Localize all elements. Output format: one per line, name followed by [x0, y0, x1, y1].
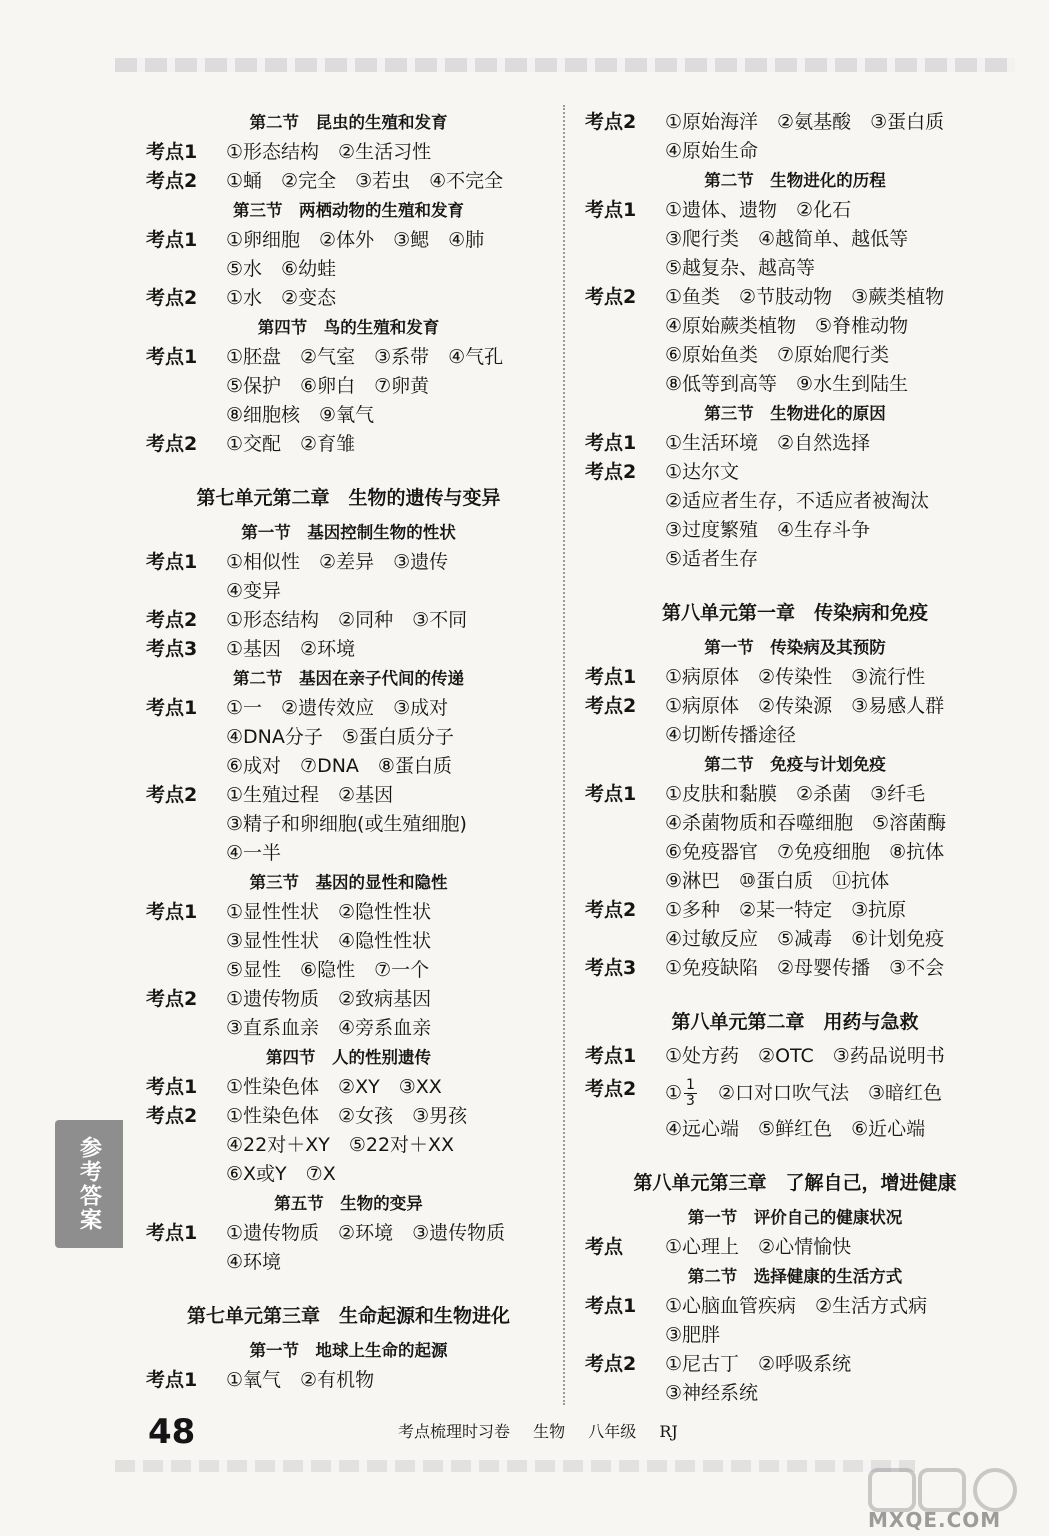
top-decorative-border: [115, 58, 1015, 72]
answer-line: ①尼古丁 ②呼吸系统: [665, 1353, 852, 1375]
answer-label: 考点2: [585, 1078, 637, 1100]
answer-line: ①氧气 ②有机物: [226, 1369, 375, 1391]
section-heading: 第四节 鸟的生殖和发育: [257, 318, 440, 337]
answer-lines: [226, 138, 551, 167]
answer-lines: [665, 663, 1005, 692]
answer-lines: [665, 1292, 1005, 1350]
answer-line: ①显性性状 ②隐性性状: [226, 901, 432, 923]
answer-label: 考点1: [146, 1222, 198, 1244]
answer-lines: [665, 1042, 1005, 1071]
answer-item: [585, 692, 1005, 750]
section-heading: 第一节 评价自己的健康状况: [687, 1208, 903, 1227]
answer-lines: [665, 196, 1005, 283]
answer-line: ⑤保护 ⑥卵白 ⑦卵黄: [226, 375, 430, 397]
spacer: [585, 574, 1005, 588]
answer-label: 考点1: [585, 432, 637, 454]
answer-lines: [226, 430, 551, 459]
answer-line: ①多种 ②某一特定 ③抗原: [665, 899, 907, 921]
answer-item: [146, 343, 551, 430]
answer-line: ①免疫缺陷 ②母婴传播 ③不会: [665, 957, 945, 979]
answer-line: ①生活环境 ②自然选择: [665, 432, 871, 454]
answer-line: ④过敏反应 ⑤减毒 ⑥计划免疫: [665, 928, 945, 950]
right-column: [585, 108, 1005, 1408]
answer-line: ①水 ②变态: [226, 287, 337, 309]
answer-lines: [226, 1219, 551, 1277]
answer-line: ③显性性状 ④隐性性状: [226, 930, 432, 952]
answer-line: ④原始生命: [665, 140, 759, 162]
section-heading: 第三节 基因的显性和隐性: [249, 873, 448, 892]
answer-line: ①蛹 ②完全 ③若虫 ④不完全: [226, 170, 504, 192]
answer-lines: [226, 694, 551, 781]
answer-item: [585, 954, 1005, 983]
answer-label: 考点2: [146, 287, 198, 309]
answer-line: ④DNA分子 ⑤蛋白质分子: [226, 726, 454, 748]
answer-line: ④变异: [226, 580, 282, 602]
answer-item: [146, 430, 551, 459]
answer-line: ④环境: [226, 1251, 282, 1273]
answer-item: [146, 1102, 551, 1189]
answer-lines: [665, 954, 1005, 983]
answer-lines: [226, 1073, 551, 1102]
answer-line: ①鱼类 ②节肢动物 ③蕨类植物: [665, 286, 945, 308]
answer-line: ①原始海洋 ②氨基酸 ③蛋白质: [665, 111, 945, 133]
answer-item: [585, 283, 1005, 399]
answer-label: 考点2: [585, 695, 637, 717]
answer-lines: [665, 896, 1005, 954]
unit-heading: 第八单元第一章 传染病和免疫: [661, 602, 928, 624]
section-heading: 第五节 生物的变异: [274, 1194, 423, 1213]
section-heading: 第四节 人的性别遗传: [266, 1048, 431, 1067]
footer-book-title: 考点梳理时习卷: [398, 1422, 511, 1441]
answer-label: 考点1: [585, 1045, 637, 1067]
answer-line: ③直系血亲 ④旁系血亲: [226, 1017, 432, 1039]
section-heading: 第二节 生物进化的历程: [704, 171, 886, 190]
spacer: [585, 1144, 1005, 1158]
footer-edition: RJ: [659, 1422, 678, 1441]
answer-lines: [665, 1350, 1005, 1408]
answer-line: ①遗传物质 ②环境 ③遗传物质: [226, 1222, 506, 1244]
answer-label: 考点2: [146, 609, 198, 631]
answer-lines: [665, 458, 1005, 574]
answer-line: ①病原体 ②传染性 ③流行性: [665, 666, 926, 688]
answer-label: 考点1: [585, 199, 637, 221]
answer-item: [146, 226, 551, 284]
answer-label: 考点3: [585, 957, 637, 979]
answer-item: [146, 138, 551, 167]
answer-item: [585, 1292, 1005, 1350]
answer-item: [585, 1042, 1005, 1071]
answer-line: ⑤越复杂、越高等: [665, 257, 816, 279]
answer-item: [585, 108, 1005, 166]
answer-lines: [226, 985, 551, 1043]
spacer: [146, 459, 551, 473]
section-heading: 第一节 基因控制生物的性状: [241, 523, 456, 542]
answer-label: 考点2: [146, 1105, 198, 1127]
answer-lines: [226, 635, 551, 664]
fraction-denominator: 3: [686, 1093, 695, 1109]
answer-lines: [226, 606, 551, 635]
answer-item: [146, 781, 551, 868]
answer-item: [146, 898, 551, 985]
answer-line: ①一 ②遗传效应 ③成对: [226, 697, 449, 719]
answer-item: [146, 167, 551, 196]
answer-lines: [226, 343, 551, 430]
unit-heading: 第八单元第二章 用药与急救: [671, 1011, 919, 1033]
side-tab-label: 参考答案: [76, 1136, 102, 1232]
answer-line: ④原始蕨类植物 ⑤脊椎动物: [665, 315, 909, 337]
answer-item: [585, 429, 1005, 458]
answer-item: [585, 663, 1005, 692]
section-heading: 第三节 两栖动物的生殖和发育: [233, 201, 464, 220]
answer-lines: [665, 1233, 1005, 1262]
answer-lines: [226, 167, 551, 196]
section-heading: 第三节 生物进化的原因: [704, 404, 886, 423]
answer-line: ①生殖过程 ②基因: [226, 784, 394, 806]
answer-lines: [226, 226, 551, 284]
answer-item: [146, 694, 551, 781]
answer-label: 考点2: [585, 286, 637, 308]
answer-label: 考点2: [585, 111, 637, 133]
answer-item: [585, 1075, 1005, 1144]
answer-item: [585, 896, 1005, 954]
answer-line: ④远心端 ⑤鲜红色 ⑥近心端: [665, 1118, 926, 1140]
answer-line: ④一半: [226, 842, 282, 864]
answer-item: [585, 196, 1005, 283]
answer-lines: [665, 429, 1005, 458]
answer-line: ⑤水 ⑥幼蛙: [226, 258, 337, 280]
answer-line: ①形态结构 ②同种 ③不同: [226, 609, 468, 631]
answer-line: ①病原体 ②传染源 ③易感人群: [665, 695, 945, 717]
answer-label: 考点1: [585, 1295, 637, 1317]
answer-lines: [665, 692, 1005, 750]
answer-label: 考点1: [146, 229, 198, 251]
answer-lines: [226, 781, 551, 868]
answer-label: 考点2: [585, 461, 637, 483]
answer-line: [665, 1075, 1005, 1111]
answer-label: 考点1: [146, 1076, 198, 1098]
answer-line: ①相似性 ②差异 ③遗传: [226, 551, 449, 573]
answer-suffix: ②口对口吹气法 ③暗红色: [698, 1082, 943, 1104]
answer-line: ①交配 ②育雏: [226, 433, 356, 455]
section-heading: 第二节 昆虫的生殖和发育: [249, 113, 448, 132]
watermark-text: MXQE.COM: [868, 1508, 1002, 1532]
answer-line: ①性染色体 ②女孩 ③男孩: [226, 1105, 468, 1127]
answer-line: ②适应者生存，不适应者被淘汰: [665, 490, 930, 512]
answer-line: ⑥免疫器官 ⑦免疫细胞 ⑧抗体: [665, 841, 945, 863]
answer-line: ③肥胖: [665, 1324, 721, 1346]
answer-line: ①皮肤和黏膜 ②杀菌 ③纤毛: [665, 783, 926, 805]
answer-item: [146, 284, 551, 313]
section-heading: 第一节 传染病及其预防: [704, 638, 886, 657]
answer-line: ⑨淋巴 ⑩蛋白质 ⑪抗体: [665, 870, 890, 892]
answer-line: ⑥原始鱼类 ⑦原始爬行类: [665, 344, 890, 366]
section-heading: 第一节 地球上生命的起源: [249, 1341, 448, 1360]
section-heading: 第二节 选择健康的生活方式: [687, 1267, 903, 1286]
answer-line: ③爬行类 ④越简单、越低等: [665, 228, 909, 250]
answer-lines: [665, 108, 1005, 166]
answer-item: [146, 1073, 551, 1102]
answer-lines: [226, 1102, 551, 1189]
answer-line: ⑥X或Y ⑦X: [226, 1163, 336, 1185]
fraction: [684, 1078, 697, 1109]
answer-line: ①处方药 ②OTC ③药品说明书: [665, 1045, 945, 1067]
answer-line: ③过度繁殖 ④生存斗争: [665, 519, 871, 541]
answer-label: 考点1: [146, 1369, 198, 1391]
bottom-decorative-border: [115, 1460, 915, 1472]
answer-lines: [226, 898, 551, 985]
answer-lines: [665, 1075, 1005, 1144]
answer-label: 考点2: [146, 170, 198, 192]
answer-line: ①胚盘 ②气室 ③系带 ④气孔: [226, 346, 504, 368]
answer-lines: [226, 284, 551, 313]
answer-lines: [226, 548, 551, 606]
answer-item: [585, 780, 1005, 896]
unit-heading: 第七单元第二章 生物的遗传与变异: [196, 487, 501, 509]
unit-heading: 第七单元第三章 生命起源和生物进化: [186, 1305, 510, 1327]
answer-label: 考点: [585, 1236, 624, 1258]
answer-line: ①心脑血管疾病 ②生活方式病: [665, 1295, 928, 1317]
answer-item: [585, 458, 1005, 574]
answer-item: [585, 1233, 1005, 1262]
answer-label: 考点1: [146, 346, 198, 368]
answer-line: ①心理上 ②心情愉快: [665, 1236, 852, 1258]
answer-item: [146, 606, 551, 635]
answer-label: 考点2: [585, 899, 637, 921]
answer-line: ①基因 ②环境: [226, 638, 356, 660]
answer-line: ⑧低等到高等 ⑨水生到陆生: [665, 373, 909, 395]
answer-item: [146, 548, 551, 606]
answer-label: 考点2: [146, 784, 198, 806]
answer-line: ⑤显性 ⑥隐性 ⑦一个: [226, 959, 430, 981]
fraction-numerator: 1: [686, 1077, 695, 1093]
answer-label: 考点2: [585, 1353, 637, 1375]
answer-line: ①遗体、遗物 ②化石: [665, 199, 852, 221]
section-heading: 第二节 基因在亲子代间的传递: [233, 669, 464, 688]
answer-label: 考点3: [146, 638, 198, 660]
answer-label: 考点2: [146, 988, 198, 1010]
footer-subject: 生物: [533, 1422, 566, 1441]
answer-line: ③精子和卵细胞(或生殖细胞): [226, 813, 467, 835]
left-column: [146, 108, 551, 1395]
answer-label: 考点1: [146, 697, 198, 719]
answer-label: 考点1: [146, 551, 198, 573]
answer-label: 考点1: [146, 901, 198, 923]
answer-item: [585, 1350, 1005, 1408]
answer-line: ①遗传物质 ②致病基因: [226, 988, 432, 1010]
answer-item: [146, 635, 551, 664]
answer-line: ⑥成对 ⑦DNA ⑧蛋白质: [226, 755, 452, 777]
answer-line: ①达尔文: [665, 461, 740, 483]
answer-line: ④22对＋XY ⑤22对＋XX: [226, 1134, 455, 1156]
answer-item: [146, 1366, 551, 1395]
unit-heading: 第八单元第三章 了解自己，增进健康: [633, 1172, 957, 1194]
answer-line: ⑧细胞核 ⑨氧气: [226, 404, 375, 426]
answer-item: [146, 985, 551, 1043]
answer-label: 考点2: [146, 433, 198, 455]
answer-item: [146, 1219, 551, 1277]
section-heading: 第二节 免疫与计划免疫: [704, 755, 886, 774]
answer-label: 考点1: [585, 666, 637, 688]
answer-lines: [665, 780, 1005, 896]
answer-line: ⑤适者生存: [665, 548, 759, 570]
footer: [398, 1417, 696, 1447]
answer-line: ①卵细胞 ②体外 ③鳃 ④肺: [226, 229, 485, 251]
page-number: 48: [148, 1412, 196, 1452]
answer-line: ④切断传播途径: [665, 724, 797, 746]
spacer: [585, 983, 1005, 997]
answer-prefix: ①: [665, 1082, 683, 1104]
footer-grade: 八年级: [588, 1422, 637, 1441]
answer-lines: [226, 1366, 551, 1395]
answer-label: 考点1: [146, 141, 198, 163]
column-divider: [563, 105, 565, 1405]
answer-line: ①形态结构 ②生活习性: [226, 141, 432, 163]
answer-label: 考点1: [585, 783, 637, 805]
spacer: [146, 1277, 551, 1291]
answer-line: ④杀菌物质和吞噬细胞 ⑤溶菌酶: [665, 812, 947, 834]
answer-line: ③神经系统: [665, 1382, 759, 1404]
answer-lines: [665, 283, 1005, 399]
answer-line: ①性染色体 ②XY ③XX: [226, 1076, 442, 1098]
